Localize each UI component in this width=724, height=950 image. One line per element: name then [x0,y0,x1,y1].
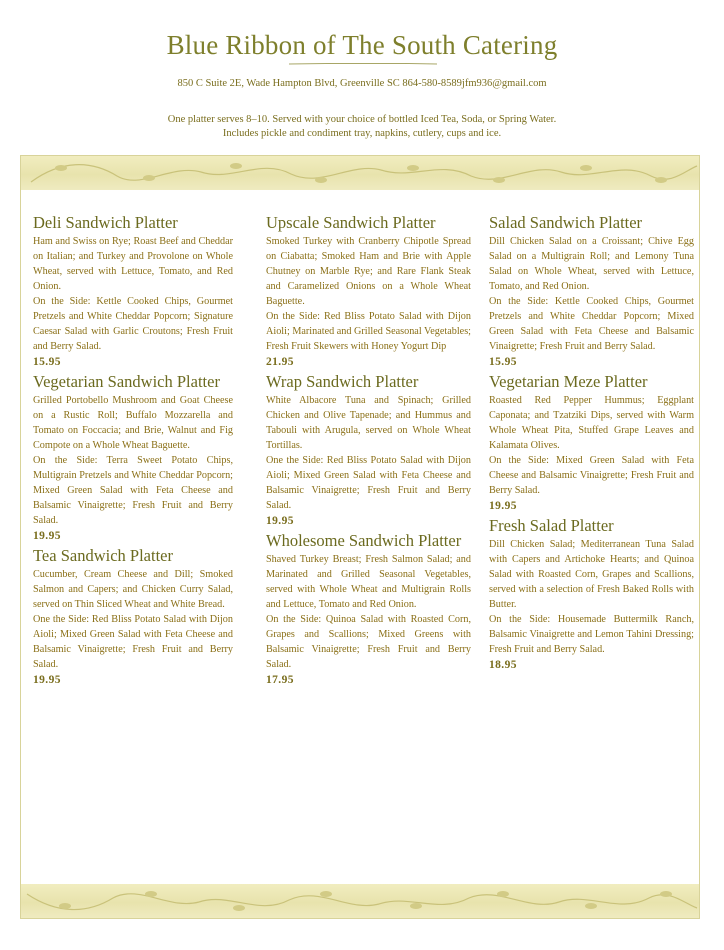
scroll-ornament-bottom [21,884,699,918]
menu-item [266,371,471,529]
menu-item [266,212,471,370]
item-description: Shaved Turkey Breast; Fresh Salmon Salad; and Marinated and Grilled Seasonal Vegetables, served with Whole Wheat and Multigrain Rolls and Lettuce, Tomato and Red Onion. [266,554,471,610]
menu-item [489,371,694,514]
item-description: Smoked Turkey with Cranberry Chipotle Spread on Ciabatta; Smoked Ham and Brie with Apple Chutney on Marble Rye; and Rare Flank Steak and Caramelized Onions on a Whole Wheat Baguette. [266,236,471,307]
item-sides: On the Side: Terra Sweet Potato Chips, Multigrain Pretzels and White Cheddar Popcorn; Mixed Green Salad with Feta Cheese and Balsamic Vinaigrette; Fresh Fruit and Berry Salad. [33,455,233,526]
item-price: 19.95 [266,515,294,527]
item-sides: On the Side: Kettle Cooked Chips, Gourmet Pretzels and White Cheddar Popcorn; Signature Caesar Salad with Garlic Croutons; Fresh Fruit and Berry Salad. [33,296,233,352]
item-sides: On the Side: Kettle Cooked Chips, Gourmet Pretzels and White Cheddar Popcorn; Mixed Green Salad with Feta Cheese and Balsamic Vinaigrette; Fresh Fruit and Berry Salad. [489,296,694,352]
menu-item [33,212,233,370]
item-price: 17.95 [266,674,294,686]
item-title: Fresh Salad Platter [489,516,614,535]
menu-item [266,530,471,688]
intro-text [0,113,724,141]
menu-column-3 [489,212,694,674]
item-price: 15.95 [489,356,517,368]
item-description: Cucumber, Cream Cheese and Dill; Smoked Salmon and Capers; and Chicken Curry Salad, served on Thin Sliced Wheat and White Bread. [33,569,233,610]
bottom-decorative-band [21,884,699,918]
item-sides: On the Side: Red Bliss Potato Salad with Dijon Aioli; Marinated and Grilled Seasonal Vegetables; Fresh Fruit Skewers with Honey Yogurt Dip [266,311,471,352]
item-description: Dill Chicken Salad; Mediterranean Tuna Salad with Capers and Artichoke Hearts; and Quinoa Salad with Roasted Corn, Grapes and Scallions, served with a selection of Fresh Baked Rolls with Butter. [489,539,694,610]
item-price: 19.95 [33,530,61,542]
item-title: Upscale Sandwich Platter [266,213,436,232]
intro-line-2: Includes pickle and condiment tray, napkins, cutlery, cups and ice. [222,128,502,139]
item-price: 15.95 [33,356,61,368]
menu-column-2 [266,212,471,689]
item-sides: One the Side: Red Bliss Potato Salad with Dijon Aioli; Mixed Green Salad with Feta Cheese and Balsamic Vinaigrette; Fresh Fruit and Berry Salad. [266,455,471,511]
menu-item [489,515,694,673]
scroll-ornament-top [21,156,699,190]
item-title: Wholesome Sandwich Platter [266,531,462,550]
item-price: 18.95 [489,659,517,671]
contact-address: 850 C Suite 2E, Wade Hampton Blvd, Greenville SC 864-580-8589jfm936@gmail.com [177,78,547,89]
item-description: Dill Chicken Salad on a Croissant; Chive Egg Salad on a Multigrain Roll; and Lemony Tuna Salad on Whole Wheat, served with Lettuce, Tomato, and Red Onion. [489,236,694,292]
item-title: Vegetarian Meze Platter [489,372,648,391]
item-sides: On the Side: Quinoa Salad with Roasted Corn, Grapes and Scallions; Mixed Greens with Balsamic Vinaigrette; Fresh Fruit and Berry Salad. [266,614,471,670]
page-title: Blue Ribbon of The South Catering [166,30,558,60]
item-sides: One the Side: Red Bliss Potato Salad with Dijon Aioli; Mixed Green Salad with Feta Cheese and Balsamic Vinaigrette; Fresh Fruit and Berry Salad. [33,614,233,670]
item-description: Ham and Swiss on Rye; Roast Beef and Cheddar on Italian; and Turkey and Provolone on Whole Wheat, served with Lettuce, Tomato, and Red Onion. [33,236,233,292]
item-sides: On the Side: Mixed Green Salad with Feta Cheese and Balsamic Vinaigrette; Fresh Fruit and Berry Salad. [489,455,694,496]
item-description: Roasted Red Pepper Hummus; Eggplant Caponata; and Tzatziki Dips, served with Warm Whole Wheat Pita, Stuffed Grape Leaves and Kalamata Olives. [489,395,694,451]
item-title: Vegetarian Sandwich Platter [33,372,220,391]
menu-column-1 [33,212,233,689]
item-sides: On the Side: Housemade Buttermilk Ranch, Balsamic Vinaigrette and Lemon Tahini Dressing; Fresh Fruit and Berry Salad. [489,614,694,655]
item-price: 21.95 [266,356,294,368]
menu-item [33,545,233,688]
item-price: 19.95 [489,500,517,512]
item-title: Wrap Sandwich Platter [266,372,419,391]
item-description: White Albacore Tuna and Spinach; Grilled Chicken and Olive Tapenade; and Hummus and Tabouli with Arugula, served on Whole Wheat Tortillas. [266,395,471,451]
item-price: 19.95 [33,674,61,686]
menu-item [33,371,233,544]
item-title: Deli Sandwich Platter [33,213,178,232]
intro-line-1: One platter serves 8–10. Served with your choice of bottled Iced Tea, Soda, or Spring Water. [167,114,557,125]
item-description: Grilled Portobello Mushroom and Goat Cheese on a Rustic Roll; Buffalo Mozzarella and Tomato on Foccacia; and Brie, Walnut and Fig Compote on a Whole Wheat Baguette. [33,395,233,451]
item-title: Salad Sandwich Platter [489,213,643,232]
title-underline [215,63,511,65]
item-title: Tea Sandwich Platter [33,546,173,565]
top-decorative-band [21,156,699,190]
menu-item [489,212,694,370]
